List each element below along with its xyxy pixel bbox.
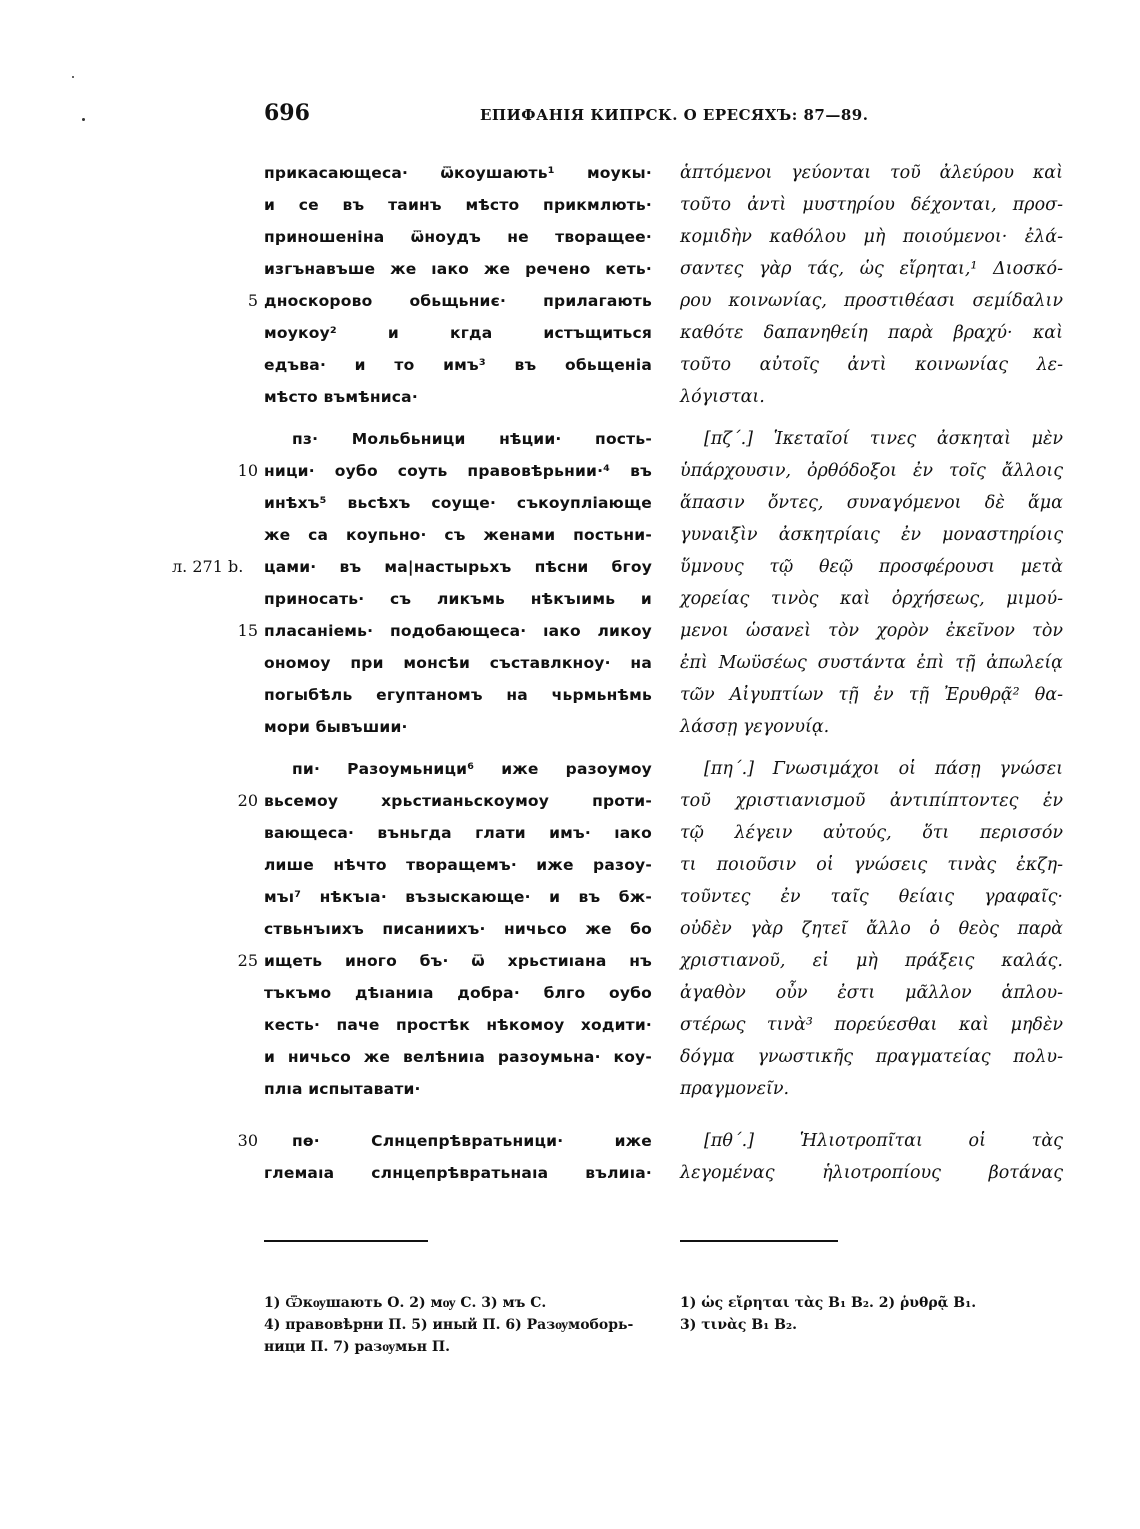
scan-speck	[82, 118, 85, 121]
greek-line: τῶν Αἰγυπτίων τῇ ἐν τῇ Ἐρυθρᾷ² θα-	[680, 685, 1063, 705]
greek-line: καθότε δαπανηθείη παρὰ βραχύ· καὶ	[680, 323, 1063, 343]
line-number: 25	[237, 951, 258, 970]
greek-line: τι ποιοῦσιν οἱ γνώσεις τινὰς ἐκζη-	[680, 855, 1063, 875]
greek-line: χορείας τινὸς καὶ ὀρχήσεως, μιμού-	[680, 589, 1063, 609]
greek-footnote-line: 1) ὡς εἴρηται τὰς B₁ B₂. 2) ῥυθρᾷ B₁.	[680, 1295, 977, 1311]
slavonic-line: погыбѣль егуптаномъ на чьрмьнѣмь	[264, 686, 652, 704]
greek-section-heading: [πη΄.] Γνωσιμάχοι οἱ πάσῃ γνώσει	[704, 759, 1063, 779]
greek-section-heading: [πζ΄.] Ἱκεταῖοί τινες ἀσκηταὶ μὲν	[704, 429, 1063, 449]
slavonic-line: мѣсто въмѣниса·	[264, 388, 418, 406]
line-number: 15	[237, 621, 258, 640]
greek-line: ἐπὶ Μωϋσέως συστάντα ἐπὶ τῇ ἀπωλείᾳ	[680, 653, 1063, 673]
slavonic-line: дноскорово обьщьниє· прилагають	[264, 292, 652, 310]
greek-line: οὐδὲν γὰρ ζητεῖ ἄλλο ὁ θεὸς παρὰ	[680, 919, 1063, 939]
slavonic-line: пласаніемь· подобающеса· ıако ликоу	[264, 622, 652, 640]
page-number: 696	[264, 100, 310, 126]
greek-line: τοῦτο ἀντὶ μυστηρίου δέχονται, προσ-	[680, 195, 1063, 215]
greek-line: τοῦ χριστιανισμοῦ ἀντιπίπτοντες ἐν	[680, 791, 1063, 811]
slavonic-footnote-line: 4) правовѣрни П. 5) иный П. 6) Разѹмоборь-	[264, 1317, 634, 1333]
greek-line: ρου κοινωνίας, προστιθέασι σεμίδαλιν	[680, 291, 1063, 311]
slavonic-line: цами· въ ма|настырьхъ пѣсни бгоу	[264, 558, 652, 576]
greek-line: ἀγαθὸν οὖν ἐστι μᾶλλον ἁπλου-	[680, 983, 1063, 1003]
slavonic-section-heading: пз· Мольбьници нѣции· пость-	[292, 430, 652, 448]
slavonic-line: ономоу при монсѣи съставлкноу· на	[264, 654, 652, 672]
slavonic-line: ствьнъıихъ писаниихъ· ничьсо же бо	[264, 920, 652, 938]
greek-footnote-line: 3) τινὰς B₁ B₂.	[680, 1317, 797, 1333]
line-number: 20	[237, 791, 258, 810]
slavonic-line: вающеса· въньгда глати имъ· ıако	[264, 824, 652, 842]
greek-line: τοῦντες ἐν ταῖς θείαις γραφαῖς·	[680, 887, 1063, 907]
slavonic-line: ищеть иного бъ· ѿ хрьстиıана нъ	[264, 952, 652, 970]
greek-line: τῷ λέγειν αὐτούς, ὅτι περισσόν	[680, 823, 1063, 843]
greek-line: χριστιανοῦ, εἰ μὴ πράξεις καλάς.	[680, 951, 1063, 971]
greek-line: γυναιξὶν ἀσκητρίαις ἐν μοναστηρίοις	[680, 525, 1063, 545]
slavonic-line: мори бывъшии·	[264, 718, 408, 736]
greek-line: κομιδὴν καθόλου μὴ ποιούμενοι· ἐλά-	[680, 227, 1063, 247]
slavonic-section-heading: пѳ· Слнцепрѣвратьници· иже	[292, 1132, 652, 1150]
slavonic-line: тъкъмо дѣıаниıа добра· блго оубо	[264, 984, 652, 1002]
slavonic-line: мъı⁷ нѣкъıа· възыскающе· и въ бж-	[264, 888, 652, 906]
greek-line: ἁπτόμενοι γεύονται τοῦ ἀλεύρου καὶ	[680, 163, 1063, 183]
slavonic-line: вьсемоу хрьстианьскоумоу проти-	[264, 792, 652, 810]
running-head: ЕПИФАНІЯ КИПРСК. О ЕРЕСЯХЪ: 87—89.	[480, 106, 869, 124]
slavonic-line: моукоу² и кгда истъщиться	[264, 324, 652, 342]
slavonic-line: инѣхъ⁵ вьсѣхъ соуще· съкоупліающе	[264, 494, 652, 512]
scan-speck	[72, 76, 74, 78]
greek-line: ὑπάρχουσιν, ὀρθόδοξοι ἐν τοῖς ἄλλοις	[680, 461, 1063, 481]
slavonic-line: лише нѣчто творащемъ· иже разоу-	[264, 856, 652, 874]
slavonic-line: кесть· паче простѣк нѣкомоу ходити·	[264, 1016, 652, 1034]
folio-note: л. 271 b.	[172, 557, 244, 576]
greek-line: σαντες γὰρ τάς, ὡς εἴρηται,¹ Διοσκό-	[680, 259, 1063, 279]
greek-line: μενοι ὡσανεὶ τὸν χορὸν ἐκεῖνον τὸν	[680, 621, 1063, 641]
slavonic-line: и ничьсо же велѣниıа разоумьна· коу-	[264, 1048, 652, 1066]
slavonic-line: ници· оубо соуть правовѣрьнии·⁴ въ	[264, 462, 652, 480]
greek-line: ὕμνους τῷ θεῷ προσφέρουσι μετὰ	[680, 557, 1063, 577]
greek-section-heading: [πθ΄.] Ἡλιοτροπῖται οἱ τὰς	[704, 1131, 1063, 1151]
slavonic-line: изгънавъше же ıако же речено кеть·	[264, 260, 652, 278]
greek-line: λόγισται.	[680, 387, 765, 407]
greek-line: τοῦτο αὐτοῖς ἀντὶ κοινωνίας λε-	[680, 355, 1063, 375]
greek-line: λεγομένας ἡλιοτροπίους βοτάνας	[680, 1163, 1063, 1183]
greek-line: λάσσῃ γεγονυίᾳ.	[680, 717, 830, 737]
slavonic-section-heading: пи· Разоумьници⁶ иже разоумоу	[292, 760, 652, 778]
line-number: 10	[237, 461, 258, 480]
slavonic-line: приношеніна ѿноудъ не творащее·	[264, 228, 652, 246]
line-number: 5	[247, 291, 258, 310]
slavonic-line: же са коупьно· съ женами постьни-	[264, 526, 652, 544]
slavonic-footnote-line: 1) Ѿкѹшають О. 2) мѹ С. 3) мъ С.	[264, 1295, 547, 1311]
footnote-rule	[680, 1240, 838, 1242]
greek-line: ἅπασιν ὄντες, συναγόμενοι δὲ ἅμα	[680, 493, 1063, 513]
footnote-rule	[264, 1240, 428, 1242]
slavonic-line: глемаıа слнцепрѣвратьнаıа вълиıа·	[264, 1164, 652, 1182]
slavonic-line: прикасающеса· ѿкоушають¹ моукы·	[264, 164, 652, 182]
greek-line: πραγμονεῖν.	[680, 1079, 790, 1099]
slavonic-line: и се въ таинъ мѣсто прикмлють·	[264, 196, 652, 214]
line-number: 30	[237, 1131, 258, 1150]
greek-line: δόγμα γνωστικῆς πραγματείας πολυ-	[680, 1047, 1063, 1067]
slavonic-line: плıа испытавати·	[264, 1080, 421, 1098]
slavonic-line: приносать· съ ликъмь нѣкъıимь и	[264, 590, 652, 608]
greek-line: στέρως τινὰ³ πορεύεσθαι καὶ μηδὲν	[680, 1015, 1063, 1035]
slavonic-footnote-line: ници П. 7) разѹмьн П.	[264, 1339, 450, 1355]
slavonic-line: едъва· и то имъ³ въ обьщеніа	[264, 356, 652, 374]
